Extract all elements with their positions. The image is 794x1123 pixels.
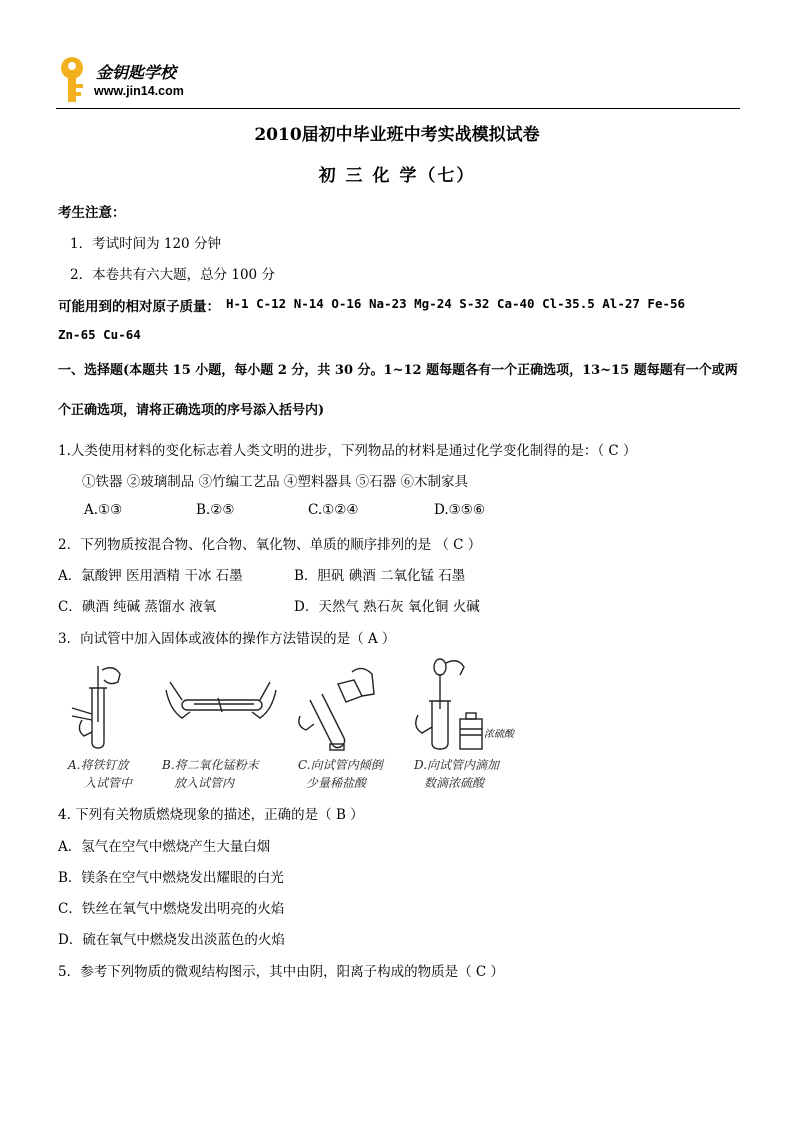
figure-b [160, 660, 280, 790]
test-tube-pouring-illustration [292, 660, 392, 752]
logo-name: 金钥匙学校 [96, 63, 177, 82]
question-4-option-a: A．氢气在空气中燃烧产生大量白烟 [58, 839, 271, 855]
figure-b-caption-1: B.将二氧化锰粉末 [162, 758, 259, 772]
figure-b-caption-2: 放入试管内 [174, 776, 235, 790]
atomic-mass-line-1: H-1 C-12 N-14 O-16 Na-23 Mg-24 S-32 Ca-40 Cl-35.5 Al-27 Fe-56 [226, 296, 686, 311]
question-1-items: ①铁器 ②玻璃制品 ③竹编工艺品 ④塑料器具 ⑤石器 ⑥木制家具 [82, 474, 468, 490]
figure-d-caption-2: 数滴浓硫酸 [424, 776, 485, 790]
question-2-option-c: C．碘酒 纯碱 蒸馏水 液氧 [58, 599, 217, 615]
question-1-option-a: A.①③ [84, 502, 123, 518]
question-1-option-d: D.③⑤⑥ [434, 502, 485, 518]
figure-a-caption-2: 入试管中 [84, 776, 133, 790]
question-2-option-d: D．天然气 熟石灰 氧化铜 火碱 [294, 599, 480, 615]
question-3-stem: 3．向试管中加入固体或液体的操作方法错误的是（ A ） [58, 631, 396, 647]
notice-heading: 考生注意： [58, 205, 126, 221]
page-title: 2010届初中毕业班中考实战模拟试卷 [254, 125, 540, 145]
key-icon [58, 54, 98, 106]
atomic-mass-label: 可能用到的相对原子质量： [58, 299, 220, 315]
figure-c-caption-2: 少量稀盐酸 [306, 776, 367, 790]
question-2-option-b: B．胆矾 碘酒 二氧化锰 石墨 [294, 568, 466, 584]
figure-d-caption-1: D.向试管内滴加 [414, 758, 500, 772]
figure-a [62, 660, 152, 790]
question-4-option-c: C．铁丝在氧气中燃烧发出明亮的火焰 [58, 901, 285, 917]
question-1-option-b: B.②⑤ [196, 502, 235, 518]
notice-item: 1．考试时间为 120 分钟 [70, 236, 221, 252]
question-1-option-c: C.①②④ [308, 502, 359, 518]
question-4-option-b: B．镁条在空气中燃烧发出耀眼的白光 [58, 870, 284, 886]
section-heading: 一、选择题(本题共 15 小题，每小题 2 分，共 30 分。1~12 题每题各有一个正确选项，13~15 题每题有一个或两 [58, 363, 738, 378]
page-subtitle: 初 三 化 学（七） [318, 166, 476, 186]
section-heading-cont: 个正确选项，请将正确选项的序号添入括号内) [58, 403, 325, 418]
question-2-option-a: A．氯酸钾 医用酒精 干冰 石墨 [58, 568, 243, 584]
test-tube-dropper-illustration [410, 655, 540, 752]
bottle-label: 浓硫酸 [484, 729, 514, 740]
header-rule [56, 108, 740, 109]
logo-url[interactable]: www.jin14.com [94, 84, 184, 98]
question-2-stem: 2．下列物质按混合物、化合物、氧化物、单质的顺序排列的是 （ C ） [58, 537, 482, 553]
figure-d [410, 655, 540, 790]
notice-item: 2．本卷共有六大题，总分 100 分 [70, 267, 275, 283]
figure-c-caption-1: C.向试管内倾倒 [298, 758, 383, 772]
question-1-stem: 1.人类使用材料的变化标志着人类文明的进步，下列物品的材料是通过化学变化制得的是：（ C ） [58, 443, 637, 459]
test-tube-powder-illustration [160, 660, 280, 752]
figure-c [292, 660, 392, 790]
question-4-option-d: D．硫在氧气中燃烧发出淡蓝色的火焰 [58, 932, 285, 948]
atomic-mass-line-2: Zn-65 Cu-64 [58, 327, 141, 342]
question-4-stem: 4. 下列有关物质燃烧现象的描述，正确的是（ B ） [58, 807, 364, 823]
figure-a-caption-1: A.将铁钉放 [68, 758, 129, 772]
test-tube-nail-illustration [62, 660, 152, 752]
question-5-stem: 5．参考下列物质的微观结构图示，其中由阴，阳离子构成的物质是（ C ） [58, 964, 505, 980]
